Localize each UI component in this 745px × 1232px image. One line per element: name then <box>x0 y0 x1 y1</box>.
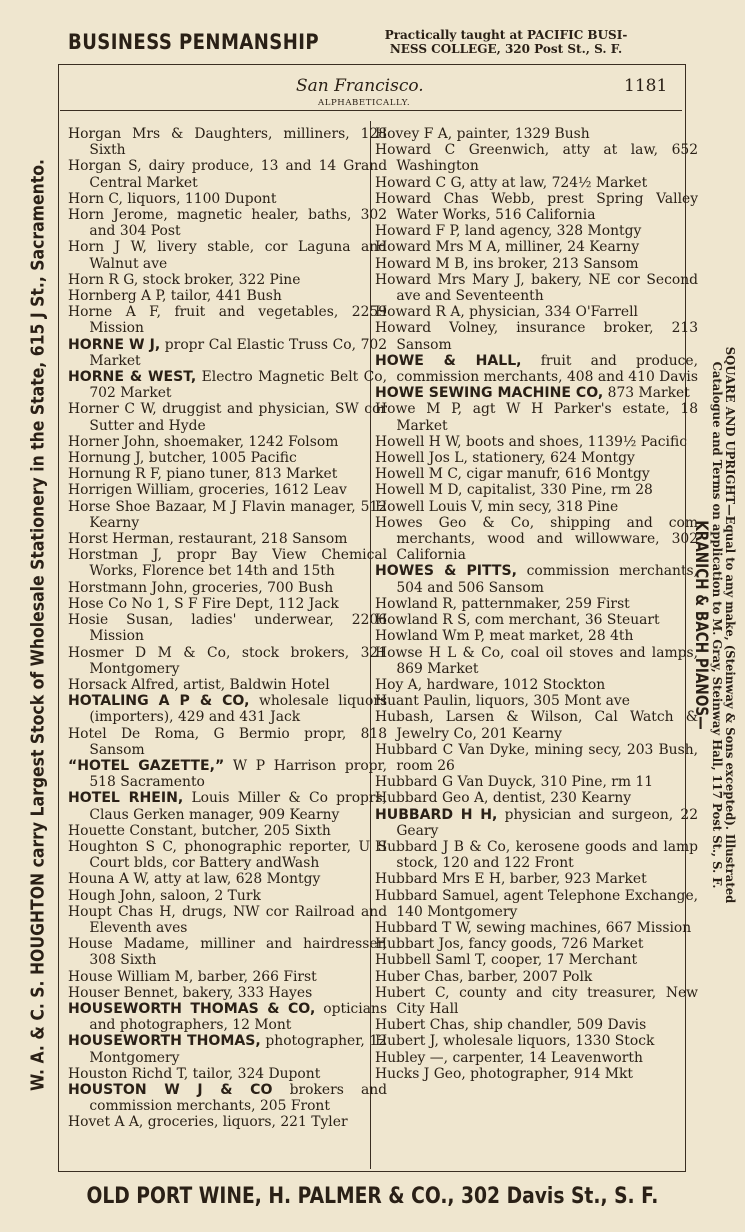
entry-text: Hornberg A P, tailor, 441 Bush <box>68 288 282 305</box>
directory-entry <box>68 337 387 369</box>
directory-entry <box>68 693 387 725</box>
directory-entry <box>68 596 387 612</box>
directory-entry <box>68 369 387 401</box>
entry-text: Horstman J, propr Bay View Chemical Works, Florence bet 14th and 15th <box>68 547 388 580</box>
directory-entry <box>375 434 698 450</box>
entry-text: Hubbell Saml T, cooper, 17 Merchant <box>375 952 638 969</box>
entry-text: Horn R G, stock broker, 322 Pine <box>68 271 301 288</box>
entry-text: Howard Mrs Mary J, bakery, NE cor Second ave and Seventeenth <box>375 271 699 305</box>
page-header-subtitle: ALPHABETICALLY. <box>318 98 411 108</box>
entry-text: Howell M D, capitalist, 330 Pine, rm 28 <box>375 482 653 499</box>
top-ad-line-2: NESS COLLEGE, 320 Post St., S. F. <box>389 42 623 56</box>
entry-text: wholesale liquors (importers), 429 and 431 Jack <box>89 693 388 726</box>
top-advertisement <box>68 26 678 62</box>
entry-text: Howard C G, atty at law, 724½ Market <box>375 174 648 191</box>
entry-text: Houston Richd T, tailor, 324 Dupont <box>68 1065 321 1082</box>
directory-entry <box>375 871 698 887</box>
directory-entry <box>375 239 698 255</box>
entry-text: Horn C, liquors, 1100 Dupont <box>68 190 277 207</box>
directory-entry <box>375 126 698 142</box>
directory-entry <box>68 401 387 433</box>
entry-text: Hosmer D M & Co, stock brokers, 321 Montgomery <box>68 644 388 677</box>
entry-text: Hubbard J B & Co, kerosene goods and lamp stock, 120 and 122 Front <box>375 838 699 872</box>
entry-text: Howland R, patternmaker, 259 First <box>375 595 630 612</box>
directory-entry <box>68 1082 387 1114</box>
entry-text: Hubert C, county and city treasurer, New City Hall <box>375 984 699 1017</box>
directory-entry <box>68 904 387 936</box>
directory-entry <box>375 645 698 677</box>
entry-text: Howell M C, cigar manufr, 616 Montgy <box>375 466 650 483</box>
directory-entry <box>375 499 698 515</box>
header-divider <box>60 110 682 111</box>
entry-text: Horne A F, fruit and vegetables, 2259 Mission <box>68 304 388 337</box>
directory-entry <box>375 175 698 191</box>
directory-entry <box>375 1066 698 1082</box>
entry-text: Howard Mrs M A, milliner, 24 Kearny <box>375 239 640 256</box>
entry-text: Hotel De Roma, G Bermio propr, 818 Sansom <box>68 725 388 758</box>
directory-entry <box>68 450 387 466</box>
right-margin-ad-line-2: SQUARE AND UPRIGHT—Equal to any make, (Steinway & Sons excepted). Illustrated <box>723 346 737 904</box>
directory-entry <box>68 888 387 904</box>
directory-entry <box>68 1001 387 1033</box>
entry-text: Horgan S, dairy produce, 13 and 14 Grand Central Market <box>68 158 388 191</box>
entry-text: Howell Jos L, stationery, 624 Montgy <box>375 450 635 467</box>
directory-entry <box>375 401 698 433</box>
entry-text: Hubbard Geo A, dentist, 230 Kearny <box>375 790 632 807</box>
entry-text: Horse Shoe Bazaar, M J Flavin manager, 512 Kearny <box>68 498 388 531</box>
directory-entry <box>68 1066 387 1082</box>
entry-text: Howes Geo & Co, shipping and com merchants, wood and willowware, 302 California <box>375 514 699 564</box>
directory-entry <box>375 450 698 466</box>
directory-entry <box>375 515 698 564</box>
entry-text: Hubbard C Van Dyke, mining secy, 203 Bush, room 26 <box>375 741 699 774</box>
directory-entry <box>375 790 698 806</box>
entry-text: Houpt Chas H, drugs, NW cor Railroad and Eleventh aves <box>68 903 388 936</box>
directory-entry <box>68 466 387 482</box>
entry-text: Hornung R F, piano tuner, 813 Market <box>68 466 338 483</box>
directory-entry <box>68 969 387 985</box>
entry-text: brokers and commission merchants, 205 Front <box>89 1081 388 1115</box>
entry-text: Horgan Mrs & Daughters, milliners, 128 Sixth <box>68 126 388 159</box>
entry-text: Horner C W, druggist and physician, SW cor Sutter and Hyde <box>68 401 388 434</box>
entry-text: Howard R A, physician, 334 O'Farrell <box>375 304 638 321</box>
directory-entry <box>375 482 698 498</box>
directory-entry <box>68 823 387 839</box>
directory-entry <box>68 936 387 968</box>
entry-text: Howland R S, com merchant, 36 Steuart <box>375 612 660 629</box>
entry-text: House Madame, milliner and hairdresser, 308 Sixth <box>68 936 388 969</box>
bottom-advertisement <box>0 1184 745 1209</box>
entry-text: Hose Co No 1, S F Fire Dept, 112 Jack <box>68 595 339 612</box>
directory-entry <box>375 223 698 239</box>
entry-text: Hubert J, wholesale liquors, 1330 Stock <box>375 1033 655 1050</box>
entry-text: Hosie Susan, ladies' underwear, 2206 Mission <box>68 612 388 645</box>
entry-text: propr Cal Elastic Truss Co, 702 Market <box>89 336 388 369</box>
entry-text: Huber Chas, barber, 2007 Polk <box>375 968 593 985</box>
directory-entry <box>68 547 387 579</box>
entry-text: photographer, 12 Montgomery <box>89 1033 388 1066</box>
directory-entry <box>68 839 387 871</box>
entry-text: Hucks J Geo, photographer, 914 Mkt <box>375 1065 633 1082</box>
left-directory-column <box>68 126 388 1131</box>
entry-bold-name: HOWE SEWING MACHINE CO, <box>375 385 604 402</box>
entry-text: Horstmann John, groceries, 700 Bush <box>68 579 334 596</box>
directory-entry <box>68 272 387 288</box>
entry-text: Horrigen William, groceries, 1612 Leav <box>68 482 347 499</box>
directory-entry <box>68 1033 387 1065</box>
entry-text: Hubley —, carpenter, 14 Leavenworth <box>375 1049 643 1066</box>
entry-text: Hovey F A, painter, 1329 Bush <box>375 126 590 142</box>
entry-text: Hubbard Mrs E H, barber, 923 Market <box>375 871 647 888</box>
directory-entry <box>375 1050 698 1066</box>
entry-text: Howard Chas Webb, prest Spring Valley Water Works, 516 California <box>375 190 699 224</box>
directory-entry <box>68 985 387 1001</box>
directory-entry <box>68 580 387 596</box>
entry-bold-name: HOUSEWORTH THOMAS, <box>68 1033 261 1050</box>
entry-text: Hubbard G Van Duyck, 310 Pine, rm 11 <box>375 774 654 791</box>
entry-text: Electro Magnetic Belt Co, 702 Market <box>89 369 388 402</box>
directory-entry <box>375 563 698 595</box>
right-margin-ad-line-3: Catalogue and Terms on application to M. Gray, Steinway Hall, 117 Post St., S. F. <box>710 361 724 889</box>
entry-text: House William M, barber, 266 First <box>68 968 317 985</box>
right-margin-ad-title: KRANICH & BACH PIANOS— <box>691 520 711 730</box>
directory-entry <box>68 304 387 336</box>
entry-bold-name: HOWES & PITTS, <box>375 563 518 580</box>
entry-text: Horst Herman, restaurant, 218 Sansom <box>68 531 348 548</box>
entry-text: Howell H W, boots and shoes, 1139½ Pacific <box>375 433 687 450</box>
entry-text: Houser Bennet, bakery, 333 Hayes <box>68 984 313 1001</box>
directory-entry <box>375 742 698 774</box>
directory-entry <box>68 482 387 498</box>
entry-text: physician and surgeon, 22 Geary <box>396 806 699 839</box>
entry-bold-name: HOUSTON W J & CO <box>68 1081 273 1098</box>
entry-text: Hovet A A, groceries, liquors, 221 Tyler <box>68 1114 348 1131</box>
entry-text: Howe M P, agt W H Parker's estate, 18 Market <box>375 401 699 434</box>
right-directory-column <box>375 126 699 1082</box>
entry-text: Hubbard T W, sewing machines, 667 Mission <box>375 919 692 936</box>
entry-text: Horn J W, livery stable, cor Laguna and Walnut ave <box>68 239 388 272</box>
directory-entry <box>375 952 698 968</box>
directory-entry <box>68 1114 387 1130</box>
entry-bold-name: HOWE & HALL, <box>375 352 522 369</box>
directory-entry <box>68 871 387 887</box>
directory-entry <box>375 774 698 790</box>
entry-text: Horn Jerome, magnetic healer, baths, 302 and 304 Post <box>68 207 388 240</box>
directory-entry <box>68 531 387 547</box>
directory-entry <box>375 304 698 320</box>
directory-entry <box>68 645 387 677</box>
entry-text: Howard F P, land agency, 328 Montgy <box>375 223 642 240</box>
entry-text: Hubbart Jos, fancy goods, 726 Market <box>375 936 644 953</box>
entry-text: Howard Volney, insurance broker, 213 Sansom <box>375 320 699 353</box>
directory-entry <box>68 499 387 531</box>
entry-text: Hoy A, hardware, 1012 Stockton <box>375 676 606 693</box>
entry-text: commission merchants, 504 and 506 Sansom <box>396 563 699 596</box>
directory-entry <box>68 158 387 190</box>
directory-entry <box>375 612 698 628</box>
top-ad-line-1: Practically taught at PACIFIC BUSI- <box>384 28 628 42</box>
entry-bold-name: HORNE & WEST, <box>68 369 197 386</box>
page-header-city: San Francisco. <box>296 76 424 96</box>
directory-entry <box>375 320 698 352</box>
entry-bold-name: HOUSEWORTH THOMAS & CO, <box>68 1000 316 1017</box>
directory-entry <box>375 466 698 482</box>
directory-entry <box>375 1033 698 1049</box>
directory-entry <box>375 385 698 401</box>
entry-text: Hornung J, butcher, 1005 Pacific <box>68 450 297 467</box>
page-number: 1181 <box>624 76 668 96</box>
entry-bold-name: HORNE W J, <box>68 336 161 353</box>
directory-entry <box>68 126 387 158</box>
entry-text: Houghton S C, phonographic reporter, U S Court blds, cor Battery andWash <box>68 838 388 872</box>
directory-entry <box>375 628 698 644</box>
directory-entry <box>68 191 387 207</box>
entry-bold-name: HOTEL RHEIN, <box>68 790 184 807</box>
directory-entry <box>375 936 698 952</box>
entry-text: Horsack Alfred, artist, Baldwin Hotel <box>68 676 330 693</box>
entry-text: Houna A W, atty at law, 628 Montgy <box>68 871 321 888</box>
top-ad-text <box>336 28 676 56</box>
entry-text: Hough John, saloon, 2 Turk <box>68 887 261 904</box>
directory-entry <box>375 920 698 936</box>
directory-entry <box>375 888 698 920</box>
directory-entry <box>375 839 698 871</box>
directory-entry <box>375 807 698 839</box>
directory-entry <box>68 434 387 450</box>
entry-text: 873 Market <box>603 385 690 402</box>
right-margin-ad-text <box>710 347 736 904</box>
directory-entry <box>68 726 387 758</box>
directory-entry <box>375 272 698 304</box>
entry-text: Howard C Greenwich, atty at law, 652 Washington <box>375 142 699 175</box>
entry-text: Huant Paulin, liquors, 305 Mont ave <box>375 693 630 710</box>
directory-entry <box>375 142 698 174</box>
directory-entry <box>375 1017 698 1033</box>
directory-entry <box>375 353 698 385</box>
entry-text: Louis Miller & Co proprs, Claus Gerken manager, 909 Kearny <box>89 790 388 823</box>
directory-entry <box>375 969 698 985</box>
directory-entry <box>68 677 387 693</box>
bottom-ad-text: OLD PORT WINE, H. PALMER & CO., 302 Davis St., S. F. <box>86 1184 659 1209</box>
entry-text: Hubash, Larsen & Wilson, Cal Watch & Jewelry Co, 201 Kearny <box>375 709 699 742</box>
entry-bold-name: HOTALING A P & CO, <box>68 693 250 710</box>
entry-text: Howland Wm P, meat market, 28 4th <box>375 628 634 645</box>
directory-entry <box>375 693 698 709</box>
entry-text: Hubert Chas, ship chandler, 509 Davis <box>375 1017 647 1034</box>
directory-entry <box>68 207 387 239</box>
entry-bold-name: “HOTEL GAZETTE,” <box>68 757 225 774</box>
entry-text: Howard M B, ins broker, 213 Sansom <box>375 255 639 272</box>
entry-text: fruit and produce, commission merchants, 408 and 410 Davis <box>396 352 699 386</box>
entry-text: Howse H L & Co, coal oil stoves and lamps, 869 Market <box>375 644 699 677</box>
left-margin-ad-text: W. A. & C. S. HOUGHTON carry Largest Stock of Wholesale Stationery in the State, 615 J St., Sacramento. <box>27 159 49 1091</box>
top-ad-title: BUSINESS PENMANSHIP <box>68 30 320 54</box>
directory-entry <box>68 239 387 271</box>
directory-entry <box>68 758 387 790</box>
directory-entry <box>68 790 387 822</box>
entry-text: Horner John, shoemaker, 1242 Folsom <box>68 433 339 450</box>
entry-text: opticians and photographers, 12 Mont <box>89 1000 388 1034</box>
directory-entry <box>375 709 698 741</box>
directory-entry <box>375 596 698 612</box>
entry-text: Houette Constant, butcher, 205 Sixth <box>68 822 331 839</box>
entry-text: W P Harrison propr, 518 Sacramento <box>89 757 388 791</box>
entry-text: Howell Louis V, min secy, 318 Pine <box>375 498 619 515</box>
directory-entry <box>375 985 698 1017</box>
directory-entry <box>375 256 698 272</box>
entry-text: Hubbard Samuel, agent Telephone Exchange, 140 Montgomery <box>375 887 699 920</box>
directory-entry <box>375 677 698 693</box>
entry-bold-name: HUBBARD H H, <box>375 806 498 823</box>
directory-entry <box>68 288 387 304</box>
directory-entry <box>68 612 387 644</box>
directory-entry <box>375 191 698 223</box>
